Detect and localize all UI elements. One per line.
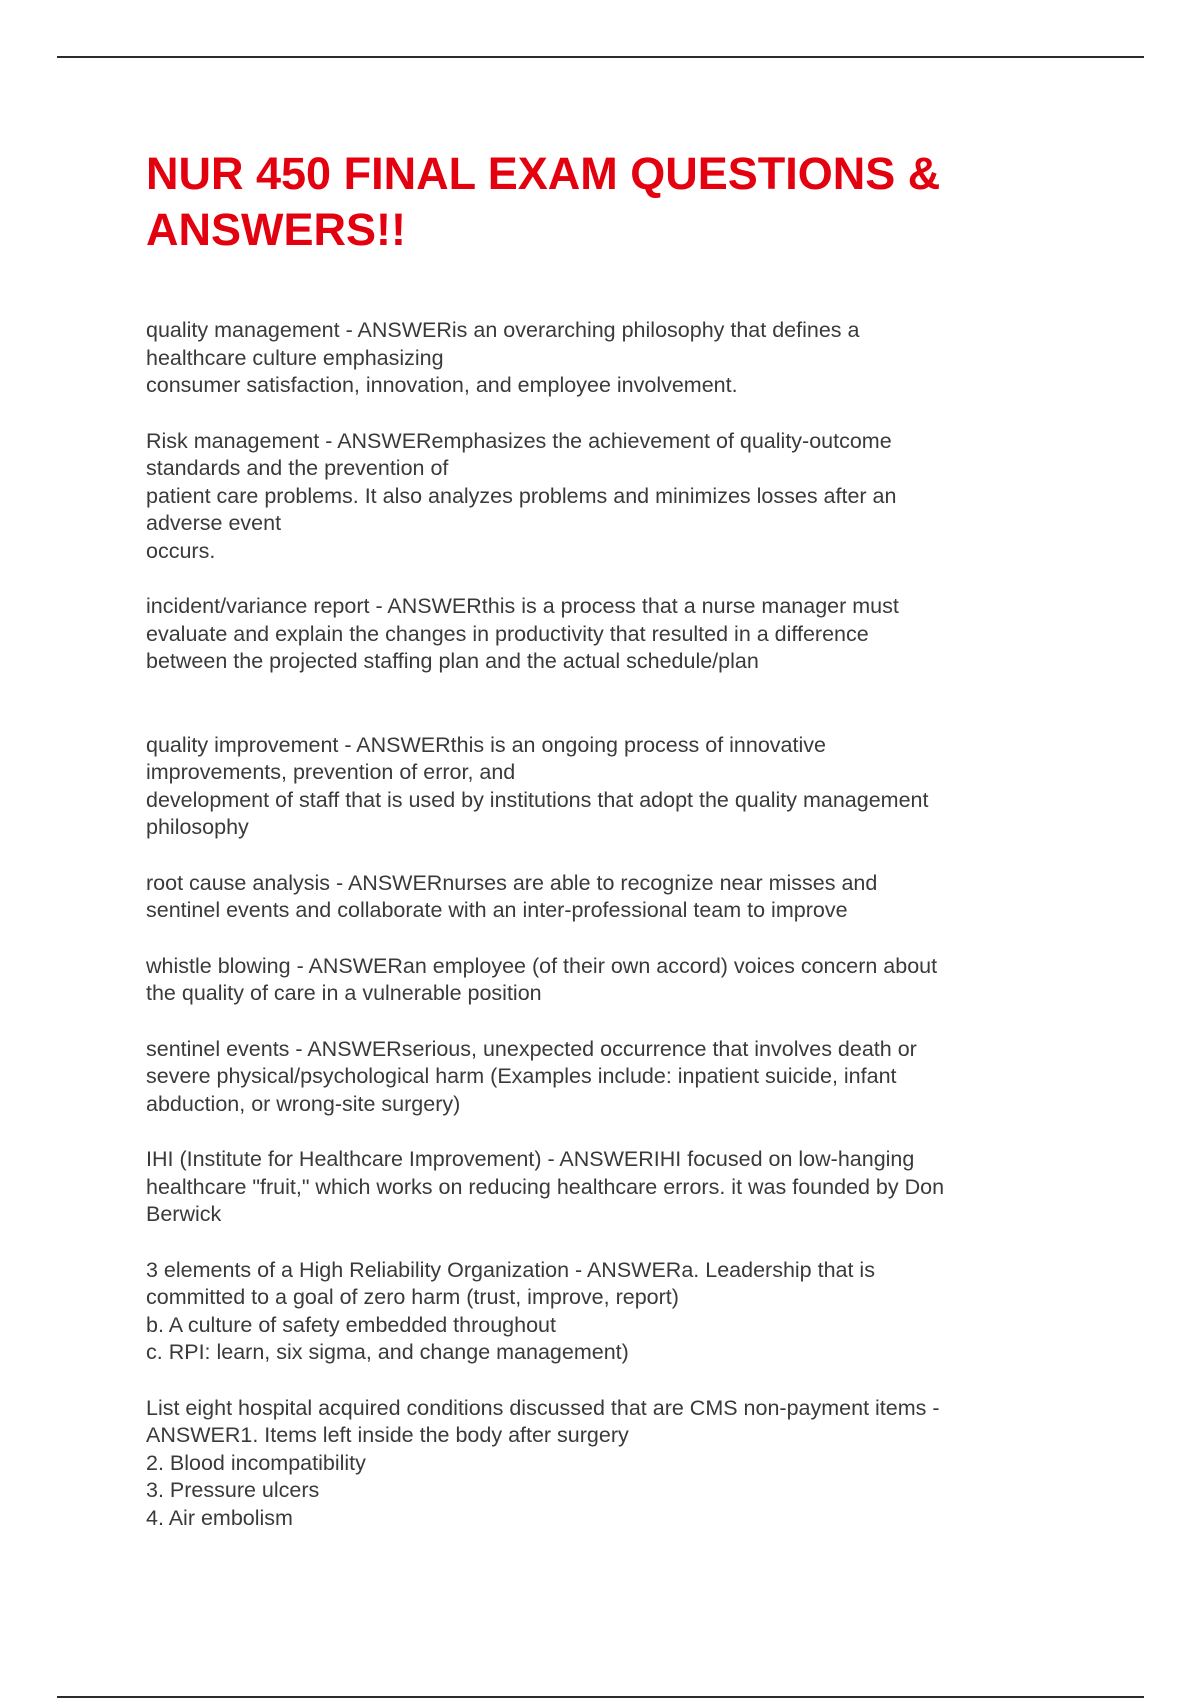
qa-entry-cms-non-payment-items [146, 1395, 1066, 1533]
qa-entry-quality-management [146, 317, 1066, 400]
title-line: ANSWERS!! [146, 204, 406, 255]
qa-line: sentinel events and collaborate with an inter-professional team to improve [146, 898, 848, 922]
qa-line: root cause analysis - ANSWERnurses are able to recognize near misses and [146, 870, 878, 895]
qa-line: 2. Blood incompatibility [146, 1450, 366, 1475]
qa-line: improvements, prevention of error, and [146, 760, 516, 784]
qa-list [146, 317, 1066, 1532]
qa-line: 4. Air embolism [146, 1505, 293, 1530]
qa-line: consumer satisfaction, innovation, and employee involvement. [146, 373, 738, 397]
qa-line: incident/variance report - ANSWERthis is a process that a nurse manager must [146, 594, 899, 618]
qa-line: Risk management - ANSWERemphasizes the achievement of quality-outcome [146, 428, 892, 453]
qa-line: IHI (Institute for Healthcare Improvement) - ANSWERIHI focused on low-hanging [146, 1147, 915, 1171]
bottom-rule [57, 1696, 1144, 1698]
qa-line: quality management - ANSWERis an overarching philosophy that defines a [146, 318, 860, 342]
qa-line: Berwick [146, 1202, 222, 1226]
document-title [146, 146, 1046, 258]
qa-entry-whistle-blowing [146, 953, 1066, 1008]
qa-line: healthcare "fruit," which works on reducing healthcare errors. it was founded by Don [146, 1174, 945, 1199]
title-line: NUR 450 FINAL EXAM QUESTIONS & [146, 148, 941, 199]
qa-entry-risk-management [146, 428, 1066, 566]
qa-line: quality improvement - ANSWERthis is an ongoing process of innovative [146, 732, 826, 757]
qa-line: healthcare culture emphasizing [146, 345, 444, 370]
qa-entry-ihi [146, 1146, 1066, 1229]
qa-line: the quality of care in a vulnerable position [146, 981, 542, 1005]
qa-entry-high-reliability-organization [146, 1257, 1066, 1367]
qa-line: b. A culture of safety embedded throughout [146, 1312, 556, 1337]
top-rule [57, 56, 1144, 58]
qa-entry-root-cause-analysis [146, 870, 1066, 925]
qa-line: List eight hospital acquired conditions discussed that are CMS non-payment items - [146, 1395, 940, 1420]
qa-line: 3. Pressure ulcers [146, 1478, 320, 1502]
qa-entry-incident-variance-report [146, 593, 1066, 676]
qa-line: development of staff that is used by institutions that adopt the quality management [146, 787, 929, 812]
document-page [146, 146, 1066, 1532]
qa-entry-sentinel-events [146, 1036, 1066, 1119]
qa-line: whistle blowing - ANSWERan employee (of their own accord) voices concern about [146, 953, 938, 978]
qa-line: patient care problems. It also analyzes problems and minimizes losses after an [146, 483, 897, 508]
qa-line: adverse event [146, 511, 282, 535]
qa-line: philosophy [146, 815, 249, 839]
qa-line: between the projected staffing plan and the actual schedule/plan [146, 649, 759, 673]
qa-line: sentinel events - ANSWERserious, unexpected occurrence that involves death or [146, 1036, 917, 1061]
qa-line: evaluate and explain the changes in productivity that resulted in a difference [146, 621, 869, 646]
qa-line: committed to a goal of zero harm (trust, improve, report) [146, 1285, 679, 1309]
qa-line: 3 elements of a High Reliability Organization - ANSWERa. Leadership that is [146, 1257, 875, 1282]
qa-line: standards and the prevention of [146, 456, 449, 480]
qa-line: occurs. [146, 538, 216, 563]
qa-entry-quality-improvement [146, 732, 1066, 842]
qa-line: ANSWER1. Items left inside the body after surgery [146, 1423, 629, 1447]
qa-line: severe physical/psychological harm (Examples include: inpatient suicide, infant [146, 1064, 897, 1088]
qa-line: abduction, or wrong-site surgery) [146, 1091, 461, 1116]
qa-line: c. RPI: learn, six sigma, and change management) [146, 1340, 629, 1364]
